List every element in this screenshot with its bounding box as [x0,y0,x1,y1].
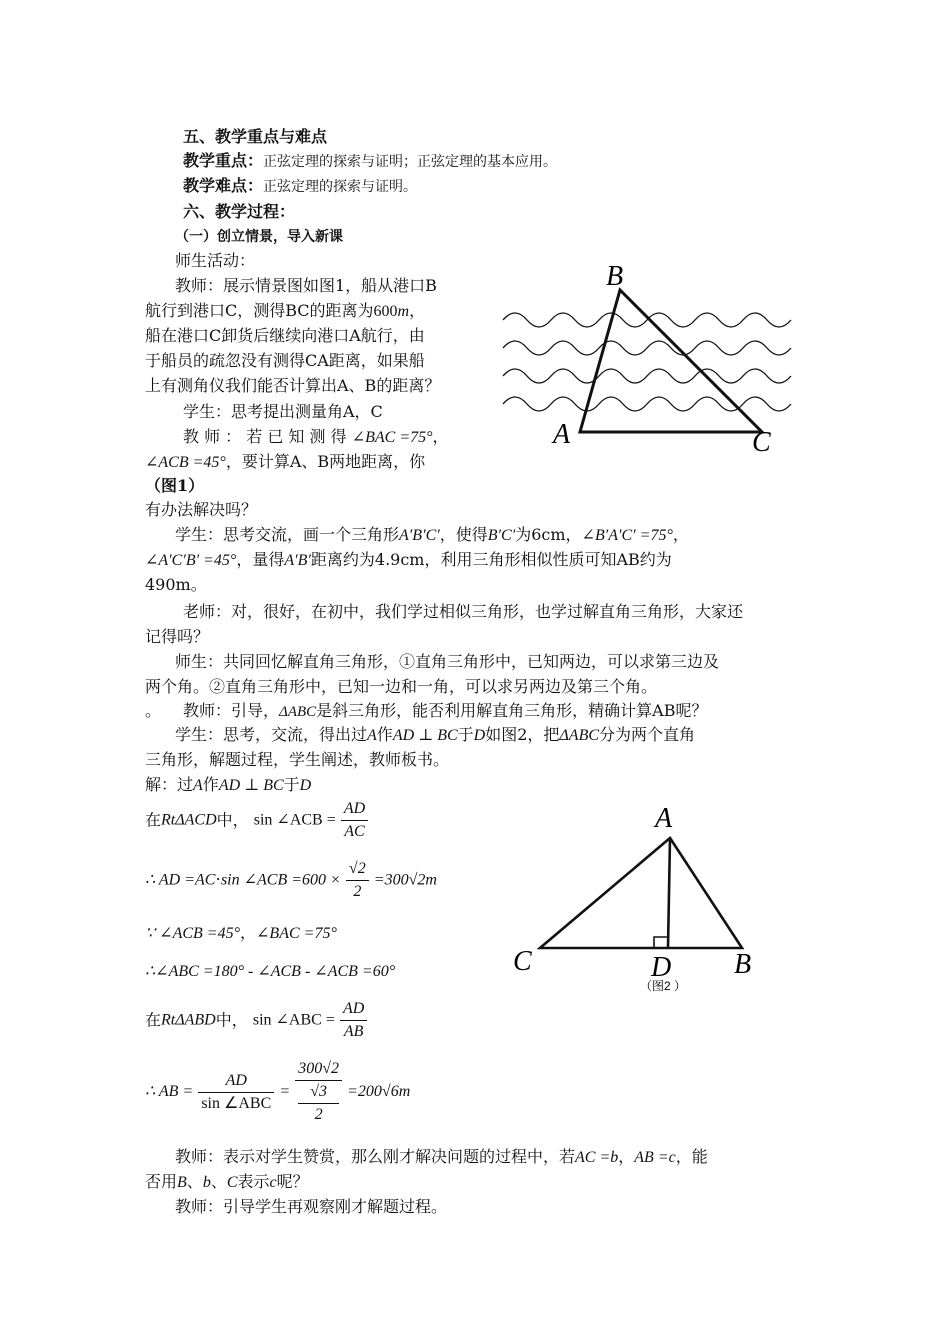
label-c: C [752,427,771,458]
para-teacher-1: 教师：展示情景图如图1，船从港口B [175,276,437,295]
text: 于 [283,775,300,794]
triangle-abc-symbol: ΔABC [559,727,600,744]
inner-numerator: √3 [298,1081,339,1104]
text: 航行到港口C，测得BC的距离为 [145,301,374,320]
text: ， [672,525,689,544]
text: 、 [210,1172,227,1191]
label-a: A [655,803,673,834]
figure2-altitude-triangle [510,798,800,1003]
text: ， [409,301,426,320]
ab-result: =200√6m [347,1083,411,1100]
para-teacher-6 [183,426,449,449]
wave-lines [503,313,791,411]
fraction-root2-over-2 [346,858,369,903]
ab-expression: ∴ AB = [145,1083,194,1100]
figure2-caption: （图2 ） [640,979,687,993]
denominator: AC [344,823,365,840]
text: 为6cm， [515,525,582,544]
para-teacher-10: 记得吗？ [145,627,210,646]
text: 教师：引导， [183,701,280,720]
para-both-1: 师生：共同回忆解直角三角形，①直角三角形中，已知两边，可以求第三边及 [175,652,720,671]
ad-result: =300√2m [373,871,437,889]
text: 中， [216,810,249,830]
text: 否用 [145,1172,178,1191]
denominator: 2 [353,883,362,900]
fraction-ad-over-sin [198,1070,274,1115]
para-activity: 师生活动： [175,251,256,270]
ab-eq-c: AB =c [634,1149,676,1166]
para-student-1: 学生：思考提出测量角A，C [183,402,383,421]
denominator: AB [343,1023,364,1040]
para-student-5 [175,724,695,747]
para-teacher-5: 上有测角仪我们能否计算出A、B的距离？ [145,376,441,395]
para-both-2: 两个角。②直角三角形中，已知一边和一角，可以求另两边及第三个角。 [145,677,658,696]
equals: = [279,1083,291,1100]
para-teacher-7 [145,451,425,474]
angle-abc-result: ∴∠ABC =180° - ∠ACB - ∠ACB =60° [145,963,396,980]
difficulty-text: 正弦定理的探索与证明。 [263,179,418,195]
unit: m [397,303,410,320]
math-line-1 [145,798,368,843]
fraction-ad-ab [340,998,367,1043]
point-d: D [299,777,312,794]
rt-triangle-abd: RtΔABD [161,1011,216,1029]
denominator-fraction [295,1081,342,1126]
para-teacher-11 [145,700,708,723]
inner-denominator: 2 [314,1106,323,1123]
math-line-2 [145,858,437,903]
math-line-5 [145,998,367,1043]
triangle-abc-symbol: ΔABC [279,704,317,720]
para-student-4: 490m。 [145,575,207,594]
angle-prime-a: ∠B′A′C′ =75° [581,527,673,544]
given-acb: ∵ ∠ACB =45° [145,925,240,942]
math-line-6 [145,1058,410,1126]
point-a: A [193,777,203,794]
numerator: √2 [346,858,369,881]
text: 作 [376,725,393,744]
section6-title: 六、教学过程： [183,202,296,221]
var-b-side: b [202,1174,211,1191]
ac-eq-b: AC =b [575,1149,619,1166]
text: 解：过 [145,775,194,794]
text: 。 [145,701,162,720]
numerator: 300√2 [295,1058,342,1081]
para-teacher-13 [145,1171,309,1194]
fraction-nested [295,1058,342,1126]
text: 教师：表示对学生赞赏，那么刚才解决问题的过程中，若 [175,1147,576,1166]
para-teacher-8: 有办法解决吗？ [145,500,258,519]
triangle-abc [540,838,742,948]
section5-title: 五、教学重点与难点 [183,127,328,146]
var-c-side: c [269,1174,277,1191]
numerator: AD [340,998,367,1021]
text: 表示 [237,1172,270,1191]
numerator: AD [341,798,368,821]
math-line-4 [145,960,395,983]
sin-abc: sin ∠ABC = [252,1011,335,1029]
ad-perp-bc: AD ⊥ BC [218,777,284,794]
text: 学生：思考交流，画一个三角形 [175,525,400,544]
point-a: A [367,727,377,744]
denominator: sin ∠ABC [201,1094,272,1112]
text: ， [432,427,449,446]
text: 在 [145,810,162,830]
subsection-1-title: （一）创立情景，导入新课 [175,229,343,245]
side-ab-prime: A′B′ [284,552,311,569]
text: 作 [202,775,219,794]
focus-text: 正弦定理的探索与证明；正弦定理的基本应用。 [263,154,558,170]
solution-intro [145,774,311,797]
var-b-angle: B [177,1174,187,1191]
given-bac: ∠BAC =75° [256,925,337,942]
para-teacher-9: 老师：对，很好，在初中，我们学过相似三角形，也学过解直角三角形，大家还 [183,602,744,621]
ad-perp-bc: AD ⊥ BC [392,727,458,744]
text: ，使得 [439,525,488,544]
para-teacher-3: 船在港口C卸货后继续向港口A航行，由 [145,326,425,345]
text: 于 [457,725,474,744]
label-c: C [513,946,532,977]
sin-acb: sin ∠ACB = [253,811,336,829]
altitude-ad [668,838,670,948]
text: ， [618,1147,635,1166]
para-student-6: 三角形，解题过程，学生阐述，教师板书。 [145,750,450,769]
numerator: AD [198,1070,274,1093]
angle-acb: ∠ACB =45° [145,454,226,471]
difficulty-label: 教学难点： [183,176,264,195]
text: 距离约为4.9cm，利用三角形相似性质可知AB约为 [310,550,672,569]
label-b: B [606,261,624,292]
para-teacher-14: 教师：引导学生再观察刚才解题过程。 [175,1197,448,1216]
focus-label: 教学重点： [183,151,264,170]
focus-line [183,150,557,173]
math-line-3 [145,922,337,945]
text: 是斜三角形，能否利用解直角三角形，精确计算AB呢？ [316,701,708,720]
text: ，要计算A、B两地距离，你 [225,452,426,471]
figure1-ship-triangle [498,258,808,458]
text: 呢？ [276,1172,309,1191]
text: ，能 [675,1147,708,1166]
rt-triangle-acd: RtΔACD [161,811,217,829]
angle-prime-c: ∠A′C′B′ =45° [145,552,237,569]
text: 中， [215,1010,248,1030]
para-teacher-12 [175,1146,708,1169]
para-student-3 [145,549,672,572]
text: 学生：思考，交流，得出过 [175,725,368,744]
text: 教 师 ： 若 已 知 测 得 [183,427,347,446]
para-teacher-2 [145,300,425,323]
angle-bac: ∠BAC =75° [351,429,433,446]
text: 如图2，把 [485,725,560,744]
var-c-angle: C [226,1174,238,1191]
point-d: D [473,727,486,744]
triangle-prime: A′B′C′ [399,527,440,544]
difficulty-line [183,175,417,198]
fraction-ad-ac [341,798,368,843]
ad-expression: ∴ AD =AC⋅sin ∠ACB =600 × [145,871,341,889]
para-teacher-4: 于船员的疏忽没有测得CA距离，如果船 [145,351,425,370]
figure1-caption: （图1） [145,476,205,495]
label-d: D [651,952,672,983]
text: 、 [186,1172,203,1191]
text: 分为两个直角 [599,725,696,744]
label-b: B [734,949,752,980]
distance-value: 600 [373,303,398,320]
text: ， [240,923,257,942]
label-a: A [553,419,571,450]
text: ，量得 [236,550,285,569]
right-angle-mark [654,937,668,948]
side-bc-prime: B′C′ [487,527,516,544]
text: 在 [145,1010,162,1030]
para-student-2 [175,524,689,547]
